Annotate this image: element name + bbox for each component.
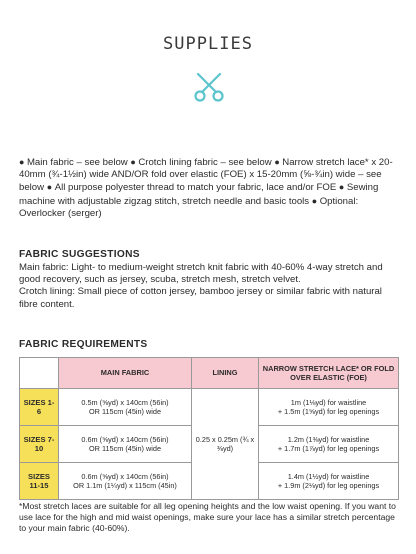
size-cell: SIZES 1-6 bbox=[20, 389, 59, 426]
supplies-item: Narrow stretch lace* x 20-40mm (¾-1½in) wide AND/OR fold over elastic (FOE) x 15-20mm (⅝-¾in) wide – see below bbox=[19, 157, 393, 194]
supplies-list: ● Main fabric – see below ● Crotch lining fabric – see below ● Narrow stretch lace* x 20-40mm (¾-1½in) wide AND/OR fold over elastic (FOE) x 15-20mm (⅝-¾in) wide – see below ● All purpose polyester thread to match your fabric, lace and/or FOE ● Sewing machine with adjustable zigzag stitch, stretch needle and basic tools ● Optional: Overlocker (serger) bbox=[19, 157, 393, 219]
lace-line: 1m (1⅛yd) for waistline bbox=[290, 397, 367, 407]
main-fabric-line: 0.6m (⅝yd) x 140cm (56in) bbox=[81, 471, 169, 481]
lining-suggestion: Crotch lining: Small piece of cotton jersey, bamboo jersey or similar fabric with natural fibre content. bbox=[19, 286, 382, 310]
lace-line: + 1.5m (1⅝yd) for leg openings bbox=[277, 407, 380, 416]
size-cell: SIZES 7-10 bbox=[20, 426, 59, 463]
lace-line: 1.4m (1½yd) for waistline bbox=[287, 471, 370, 481]
main-fabric-line: OR 115cm (45in) wide bbox=[88, 444, 162, 453]
table-row bbox=[20, 389, 399, 426]
supplies-item: Sewing machine with adjustable zigzag stitch, stretch needle and basic tools bbox=[19, 182, 379, 207]
fabric-requirements-table bbox=[19, 357, 399, 500]
main-fabric-line: OR 1.1m (1¼yd) x 115cm (45in) bbox=[73, 481, 177, 490]
lace-footnote: *Most stretch laces are suitable for all leg opening heights and the low waist opening. If you want to use lace for the high and mid waist openings, make sure your lace has a similar stretch percentage to your main fabric (40-60%). bbox=[19, 501, 396, 533]
lace-line: + 1.9m (2⅛yd) for leg openings bbox=[277, 481, 380, 490]
supplies-item: All purpose polyester thread to match your fabric, lace and/or FOE bbox=[54, 182, 337, 194]
supplies-item: Crotch lining fabric – see below bbox=[138, 157, 272, 168]
main-fabric-line: 0.5m (⅝yd) x 140cm (56in) bbox=[81, 397, 169, 407]
main-fabric-line: OR 115cm (45in) wide bbox=[88, 407, 162, 416]
lace-cell bbox=[259, 426, 399, 463]
scissors-icon bbox=[192, 70, 226, 104]
lining-cell: 0.25 x 0.25m (¾ x ⅜yd) bbox=[192, 389, 259, 500]
fabric-suggestions-text bbox=[19, 262, 403, 311]
header-main-fabric: MAIN FABRIC bbox=[59, 358, 192, 389]
table-header-row bbox=[20, 358, 399, 389]
supplies-item: Optional: Overlocker (serger) bbox=[19, 195, 359, 219]
main-fabric-line: 0.6m (⅝yd) x 140cm (56in) bbox=[81, 434, 169, 444]
lace-line: 1.2m (1⅜yd) for waistline bbox=[287, 434, 370, 444]
header-blank bbox=[20, 358, 59, 389]
lace-cell bbox=[259, 463, 399, 500]
main-fabric-suggestion: Main fabric: Light- to medium-weight stretch knit fabric with 40-60% 4-way stretch and good recovery, such as jersey, scuba, stretch mesh, stretch velvet. bbox=[19, 262, 383, 286]
main-fabric-cell bbox=[59, 463, 192, 500]
fabric-suggestions-heading: FABRIC SUGGESTIONS bbox=[19, 249, 140, 260]
supplies-item: Main fabric – see below bbox=[26, 157, 128, 168]
lace-line: + 1.7m (1⅞yd) for leg openings bbox=[277, 444, 380, 453]
lace-cell bbox=[259, 389, 399, 426]
header-lining: LINING bbox=[192, 358, 259, 389]
main-fabric-cell bbox=[59, 389, 192, 426]
fabric-requirements-heading: FABRIC REQUIREMENTS bbox=[19, 339, 148, 350]
page-title: SUPPLIES bbox=[163, 34, 253, 54]
main-fabric-cell bbox=[59, 426, 192, 463]
header-lace-foe: NARROW STRETCH LACE* OR FOLD OVER ELASTIC (FOE) bbox=[259, 358, 399, 389]
size-cell: SIZES 11-15 bbox=[20, 463, 59, 500]
